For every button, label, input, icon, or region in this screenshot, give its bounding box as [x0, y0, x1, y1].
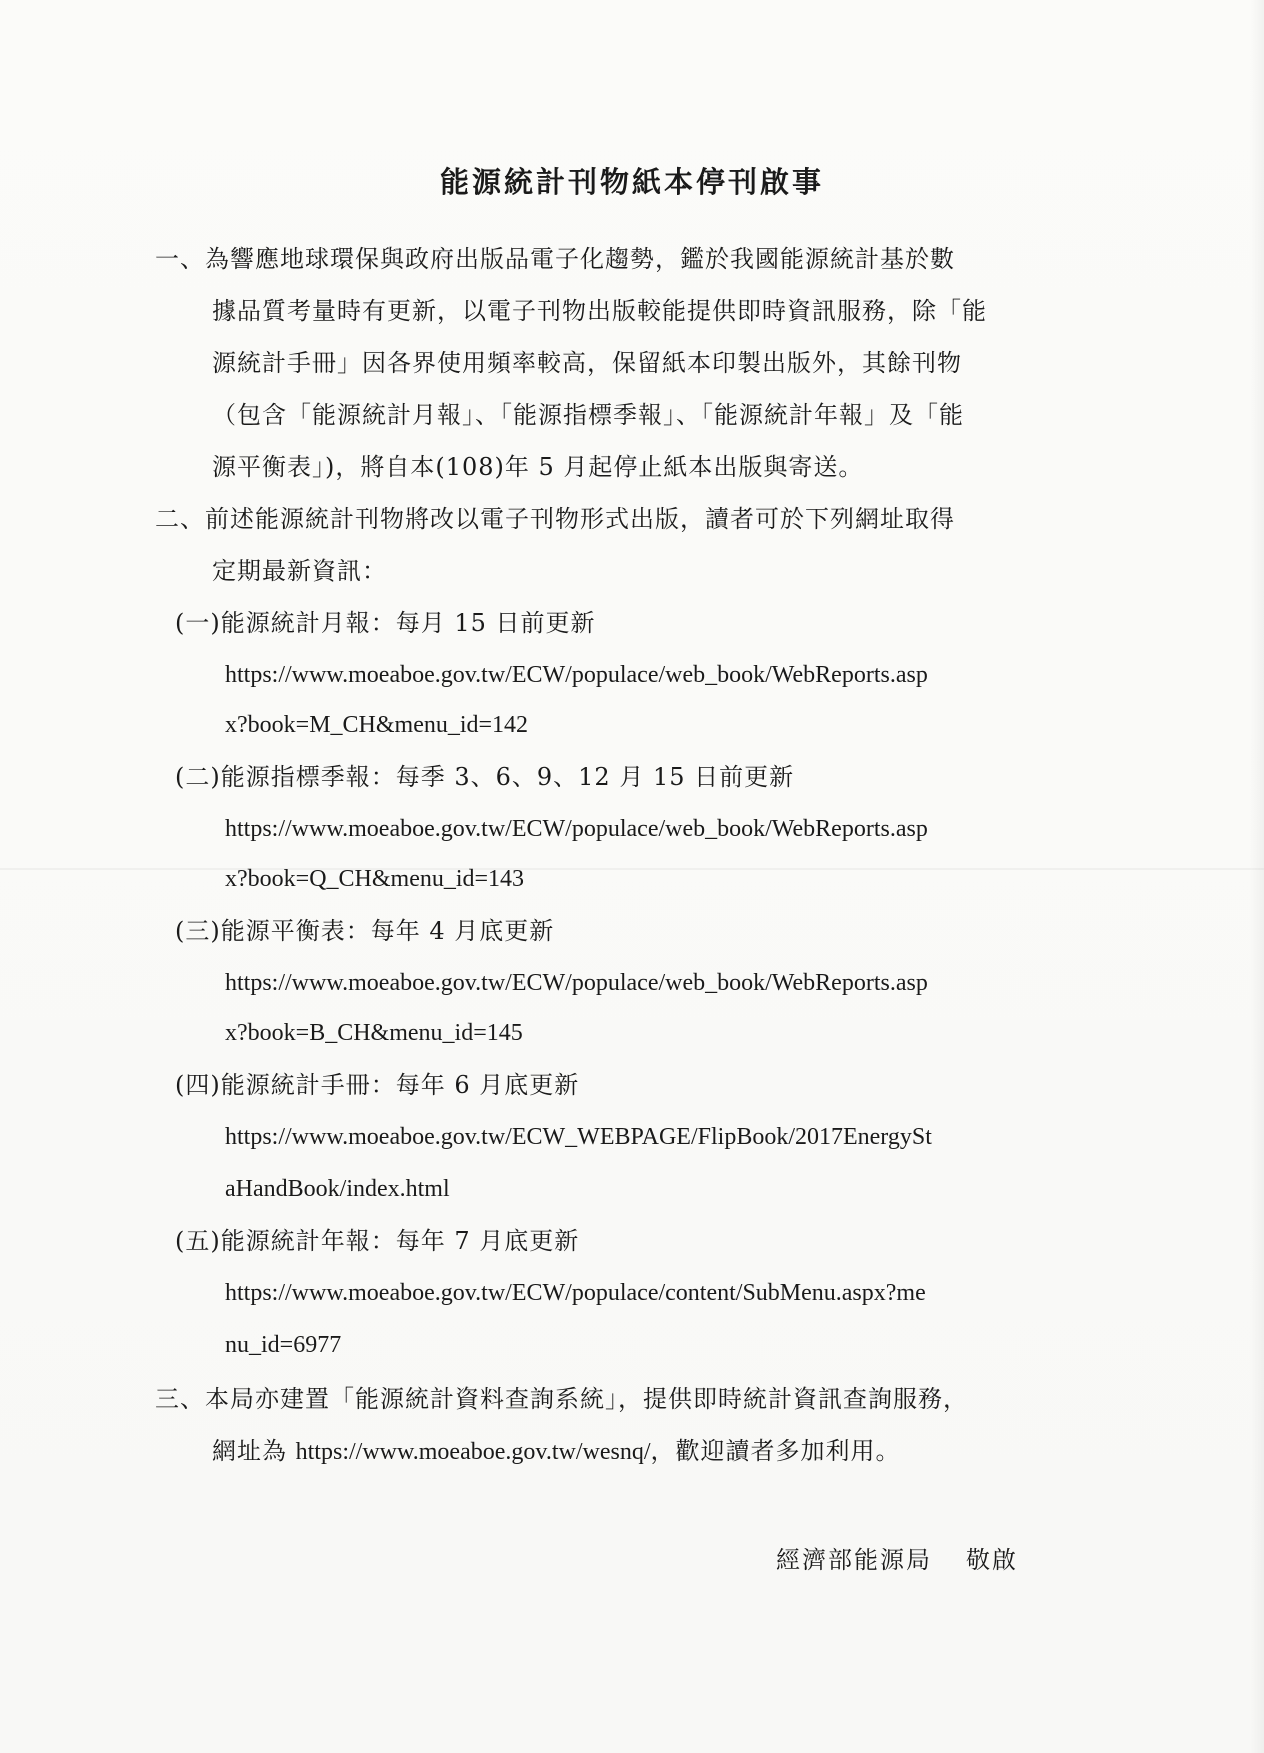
item-5-url-line-2: nu_id=6977 — [225, 1332, 342, 1358]
section-3-url-suffix: ，歡迎讀者多加利用。 — [650, 1437, 901, 1465]
paper-fold-line — [0, 868, 1264, 870]
document-title: 能源統計刊物紙本停刊啟事 — [439, 165, 824, 199]
section-1-line-5: 源平衡表」)，將自本(108)年 5 月起停止紙本出版與寄送。 — [212, 453, 864, 481]
signature-org: 經濟部能源局 — [776, 1546, 932, 1574]
item-3-url-line-1: https://www.moeaboe.gov.tw/ECW/populace/web_book/WebReports.asp — [225, 970, 928, 996]
item-2-label: (二)能源指標季報：每季 3、6、9、12 月 15 日前更新 — [175, 763, 795, 791]
section-3-line-2 — [212, 1436, 900, 1467]
section-1-line-2: 據品質考量時有更新，以電子刊物出版較能提供即時資訊服務，除「能 — [212, 297, 987, 325]
item-5-label: (五)能源統計年報：每年 7 月底更新 — [175, 1227, 580, 1255]
section-3-line-1: 三、本局亦建置「能源統計資料查詢系統」，提供即時統計資訊查詢服務， — [155, 1385, 968, 1413]
item-3-label: (三)能源平衡表：每年 4 月底更新 — [175, 917, 555, 945]
item-4-url-line-1: https://www.moeaboe.gov.tw/ECW_WEBPAGE/FlipBook/2017EnergySt — [225, 1124, 932, 1150]
section-2-line-2: 定期最新資訊： — [212, 557, 387, 585]
section-2-line-1: 二、前述能源統計刊物將改以電子刊物形式出版，讀者可於下列網址取得 — [155, 505, 955, 533]
signature — [776, 1540, 1018, 1575]
section-1-line-3: 源統計手冊」因各界使用頻率較高，保留紙本印製出版外，其餘刊物 — [212, 349, 962, 377]
item-2-url-line-2: x?book=Q_CH&menu_id=143 — [225, 866, 525, 892]
item-1-url-line-1: https://www.moeaboe.gov.tw/ECW/populace/web_book/WebReports.asp — [225, 662, 928, 688]
item-4-url-line-2: aHandBook/index.html — [225, 1176, 450, 1202]
section-1-line-4: （包含「能源統計月報」、「能源指標季報」、「能源統計年報」及「能 — [212, 401, 964, 429]
item-1-label: (一)能源統計月報：每月 15 日前更新 — [175, 609, 596, 637]
section-1-line-1: 一、為響應地球環保與政府出版品電子化趨勢，鑑於我國能源統計基於數 — [155, 245, 955, 273]
item-3-url-line-2: x?book=B_CH&menu_id=145 — [225, 1020, 523, 1046]
item-1-url-line-2: x?book=M_CH&menu_id=142 — [225, 712, 529, 738]
item-2-url-line-1: https://www.moeaboe.gov.tw/ECW/populace/web_book/WebReports.asp — [225, 816, 928, 842]
signature-closing: 敬啟 — [966, 1546, 1018, 1574]
section-3-url: https://www.moeaboe.gov.tw/wesnq/ — [295, 1439, 651, 1465]
item-4-label: (四)能源統計手冊：每年 6 月底更新 — [175, 1071, 580, 1099]
item-5-url-line-1: https://www.moeaboe.gov.tw/ECW/populace/content/SubMenu.aspx?me — [225, 1280, 926, 1306]
page-edge-shadow — [1250, 0, 1264, 1753]
section-3-url-prefix: 網址為 — [212, 1437, 296, 1465]
